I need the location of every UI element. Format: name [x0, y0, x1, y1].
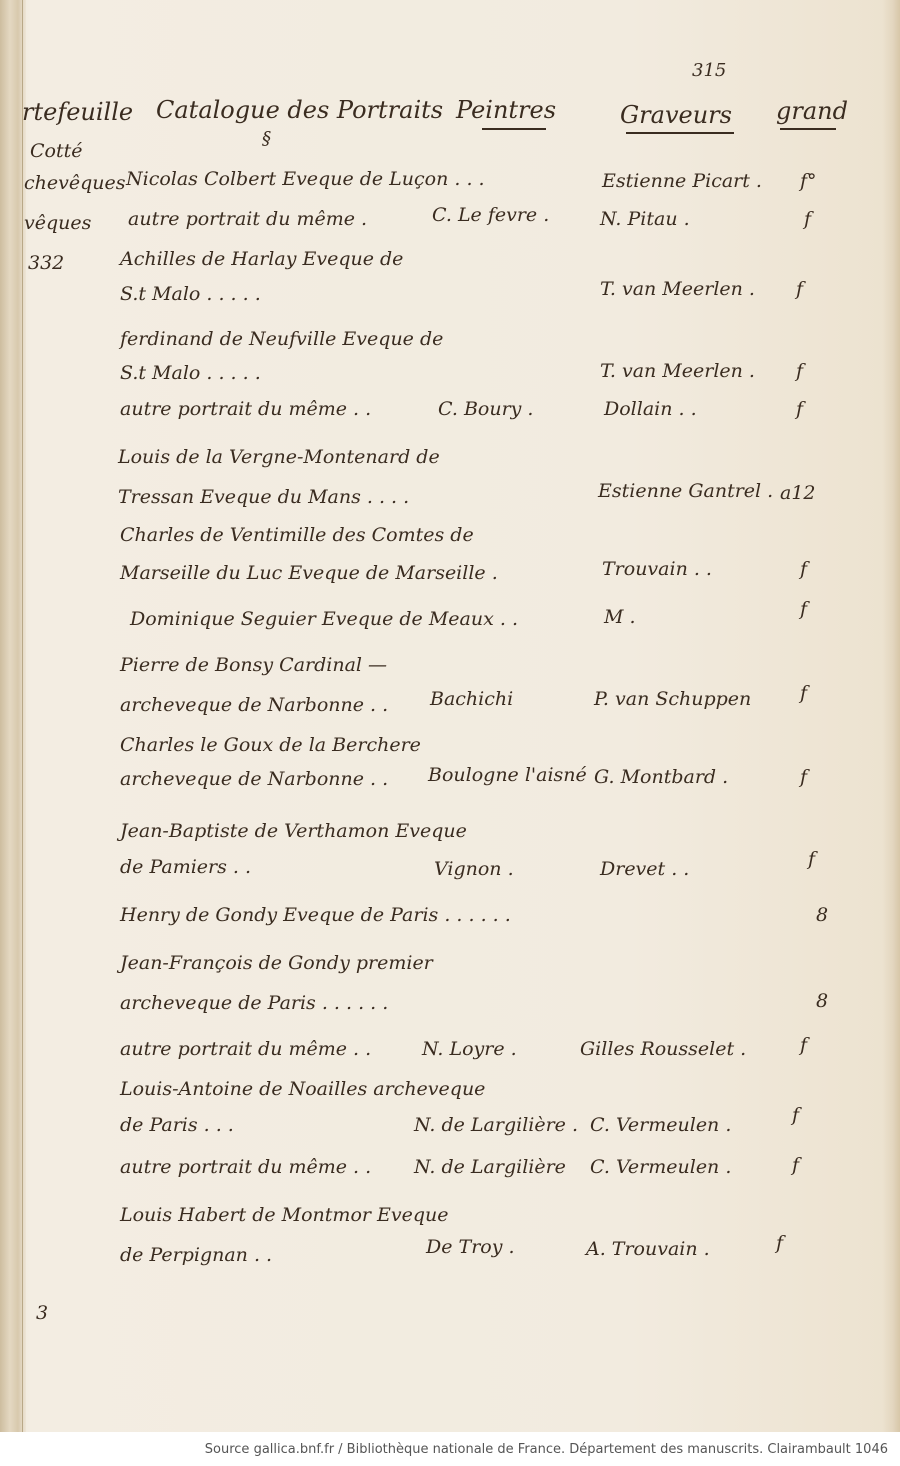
entry-title-line: Marseille du Luc Eveque de Marseille . [120, 562, 498, 584]
entry-title-line: ferdinand de Neufville Eveque de [120, 328, 444, 350]
entry-size: f [796, 278, 804, 300]
entry-size: f [796, 398, 804, 420]
entry-title-line: S.t Malo . . . . . [120, 362, 261, 384]
entry-size: f [800, 682, 808, 704]
entry-engraver: C. Vermeulen . [590, 1156, 732, 1178]
entry-title-line: autre portrait du même . . [120, 1038, 372, 1060]
entry-size: a12 [780, 482, 816, 504]
header-painters: Peintres [456, 96, 557, 124]
entry-title-line: de Pamiers . . [120, 856, 252, 878]
entry-size: f [808, 848, 816, 870]
entry-painter: Vignon . [434, 858, 514, 880]
header-portfolio: rtefeuille [22, 98, 134, 126]
binding-edge-line [22, 0, 23, 1432]
entry-title-line: archeveque de Narbonne . . [120, 768, 389, 790]
entry-size: f [792, 1154, 800, 1176]
entry-engraver: G. Montbard . [594, 766, 729, 788]
size-underline [780, 128, 836, 130]
entry-size: f [796, 360, 804, 382]
entry-title-line: Henry de Gondy Eveque de Paris . . . . . . [120, 904, 511, 926]
entry-painter: De Troy . [426, 1236, 515, 1258]
entry-title-line: Louis-Antoine de Noailles archeveque [120, 1078, 486, 1100]
margin-number: 332 [28, 252, 65, 274]
entry-title-line: S.t Malo . . . . . [120, 283, 261, 305]
entry-engraver: T. van Meerlen . [600, 360, 755, 382]
entry-painter: C. Boury . [438, 398, 534, 420]
entry-size: f° [800, 170, 817, 192]
entry-title-line: Pierre de Bonsy Cardinal — [120, 654, 388, 676]
header-engravers: Graveurs [620, 101, 732, 129]
entry-engraver: Trouvain . . [602, 558, 712, 580]
entry-size: 8 [816, 990, 829, 1012]
entry-engraver: Dollain . . [604, 398, 697, 420]
entry-engraver: A. Trouvain . [586, 1238, 710, 1260]
entry-size: f [792, 1104, 800, 1126]
entry-engraver: Estienne Picart . [602, 170, 762, 192]
entry-size: f [800, 766, 808, 788]
entry-title-line: Nicolas Colbert Eveque de Luçon . . . [126, 168, 485, 190]
entry-title-line: autre portrait du même . . [120, 398, 372, 420]
entry-title-line: autre portrait du même . [128, 208, 368, 230]
entry-painter: Bachichi [430, 688, 514, 710]
entry-engraver: Drevet . . [600, 858, 690, 880]
entry-painter: Boulogne l'aisné [428, 764, 587, 786]
entry-title-line: Louis de la Vergne-Montenard de [118, 446, 440, 468]
entry-size: f [776, 1232, 784, 1254]
entry-title-line: Jean-François de Gondy premier [120, 952, 433, 974]
entry-title-line: archeveque de Paris . . . . . . [120, 992, 389, 1014]
entry-title-line: de Paris . . . [120, 1114, 234, 1136]
entry-engraver: P. van Schuppen [594, 688, 752, 710]
engravers-underline [626, 132, 734, 134]
header-catalogue-title: Catalogue des Portraits [156, 96, 444, 124]
entry-painter: N. Loyre . [422, 1038, 517, 1060]
entry-size: f [800, 558, 808, 580]
entry-size: f [800, 1034, 808, 1056]
header-size: grand [776, 97, 848, 125]
entry-painter: N. de Largilière [414, 1156, 566, 1178]
entry-engraver: M . [604, 606, 636, 628]
painters-underline [482, 128, 546, 130]
entry-engraver: Gilles Rousselet . [580, 1038, 747, 1060]
entry-engraver: Estienne Gantrel . [598, 480, 774, 502]
entry-title-line: archeveque de Narbonne . . [120, 694, 389, 716]
folio-number: 315 [692, 60, 727, 81]
entry-title-line: autre portrait du même . . [120, 1156, 372, 1178]
entry-size: f [800, 598, 808, 620]
entry-painter: C. Le fevre . [432, 204, 550, 226]
entry-title-line: Achilles de Harlay Eveque de [120, 248, 404, 270]
entry-title-line: de Perpignan . . [120, 1244, 273, 1266]
entry-engraver: C. Vermeulen . [590, 1114, 732, 1136]
margin-eveques: vêques [24, 212, 92, 234]
source-attribution: Source gallica.bnf.fr / Bibliothèque nationale de France. Département des manuscrits. Clairambault 1046 [204, 1442, 888, 1457]
entry-size: 8 [816, 904, 829, 926]
entry-painter: N. de Largilière . [414, 1114, 579, 1136]
margin-cotte: Cotté [30, 140, 83, 162]
page-right-edge [882, 0, 900, 1432]
entry-title-line: Charles le Goux de la Berchere [120, 734, 421, 756]
margin-archeveques: chevêques [24, 172, 126, 194]
entry-title-line: Charles de Ventimille des Comtes de [120, 524, 474, 546]
entry-engraver: T. van Meerlen . [600, 278, 755, 300]
entry-size: f [804, 208, 812, 230]
entry-title-line: Tressan Eveque du Mans . . . . [118, 486, 410, 508]
entry-title-line: Louis Habert de Montmor Eveque [120, 1204, 449, 1226]
page-bottom-mark: 3 [36, 1302, 49, 1324]
entry-title-line: Jean-Baptiste de Verthamon Eveque [120, 820, 467, 842]
entry-engraver: N. Pitau . [600, 208, 690, 230]
header-section-mark: § [262, 128, 271, 149]
entry-title-line: Dominique Seguier Eveque de Meaux . . [130, 608, 518, 630]
